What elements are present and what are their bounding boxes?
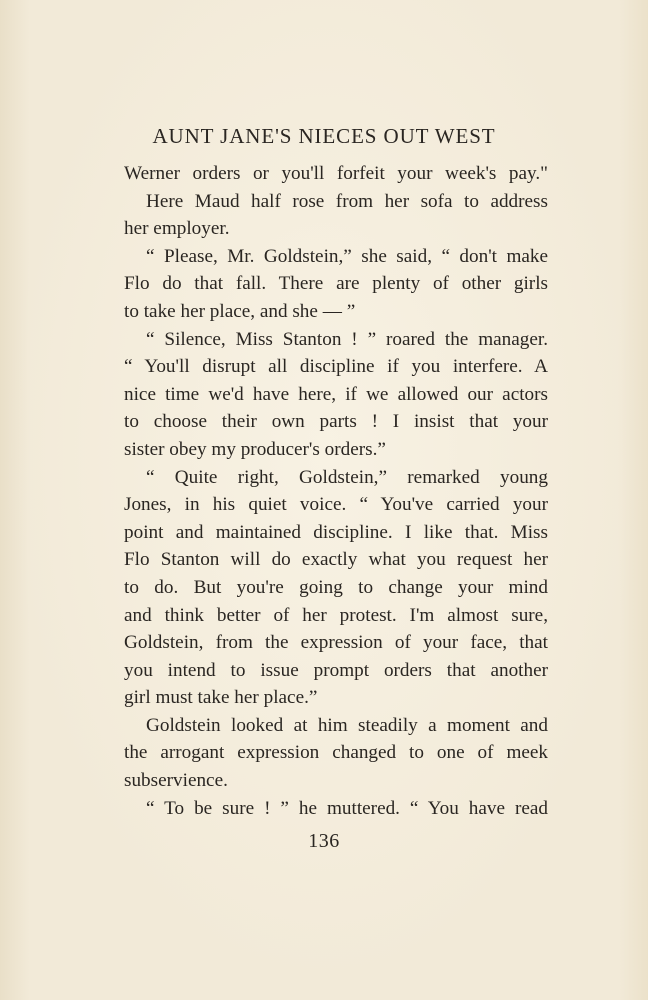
text-line: “ To be sure ! ” he muttered. “ You have read (146, 797, 548, 819)
text-line: subservience. (124, 770, 228, 792)
text-line: the arrogant expression changed to one of meek (124, 742, 548, 764)
text-line: Werner orders or you'll forfeit your week's pay." (124, 163, 548, 184)
text-line: point and maintained discipline. I like that. Miss (124, 521, 548, 543)
text-line: “ Please, Mr. Goldstein,” she said, “ don't make (146, 245, 548, 267)
page-number: 136 (308, 830, 340, 852)
text-line: girl must take her place.” (124, 687, 318, 709)
text-line: Goldstein, from the expression of your face, that (124, 632, 548, 654)
running-title: AUNT JANE'S NIECES OUT WEST (152, 124, 496, 148)
text-line: sister obey my producer's orders.” (124, 438, 386, 460)
text-line: to take her place, and she — ” (124, 300, 356, 322)
text-line: “ You'll disrupt all discipline if you interfere. A (124, 356, 548, 378)
body-text (124, 160, 548, 822)
text-line: her employer. (124, 218, 230, 240)
text-line: to do. But you're going to change your mind (124, 576, 548, 598)
text-line: you intend to issue prompt orders that another (124, 659, 548, 681)
text-line: “ Quite right, Goldstein,” remarked young (146, 466, 548, 488)
text-line: Flo Stanton will do exactly what you request her (124, 549, 548, 571)
text-line: “ Silence, Miss Stanton ! ” roared the manager. (146, 328, 548, 350)
text-line: Flo do that fall. There are plenty of other girls (124, 273, 548, 295)
text-line: and think better of her protest. I'm almost sure, (124, 604, 548, 626)
text-line: Here Maud half rose from her sofa to address (146, 190, 548, 212)
text-line: Goldstein looked at him steadily a moment and (146, 714, 548, 736)
text-line: nice time we'd have here, if we allowed our actors (124, 383, 548, 405)
text-line: Jones, in his quiet voice. “ You've carried your (124, 494, 548, 516)
text-line: to choose their own parts ! I insist that your (124, 411, 548, 433)
